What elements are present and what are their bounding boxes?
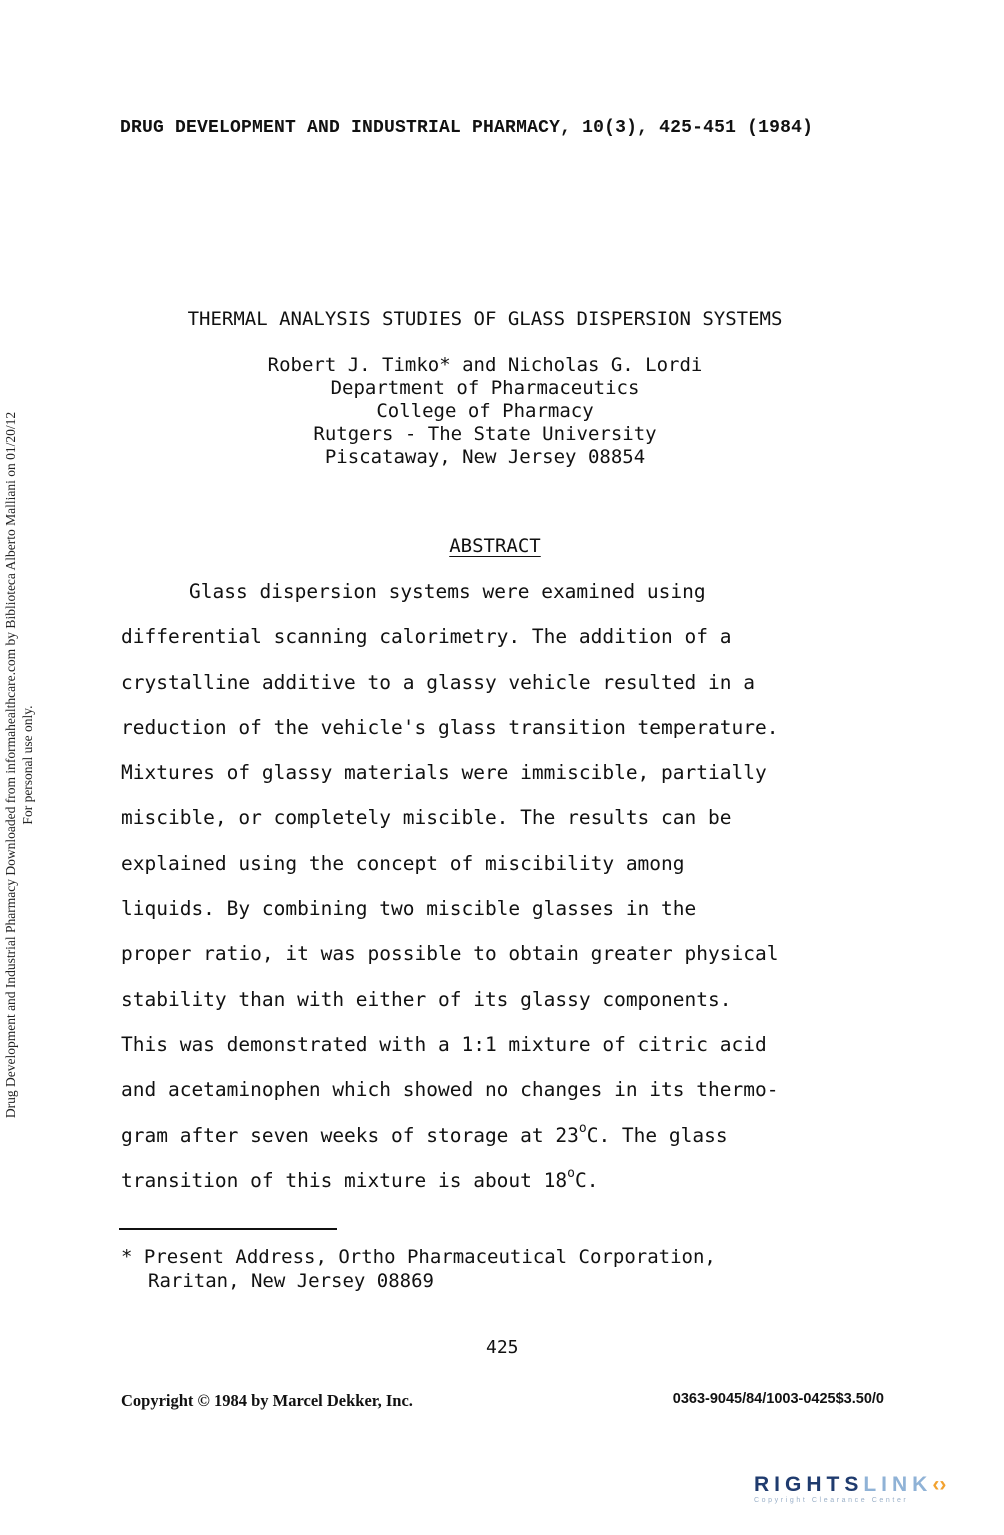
- paper-title: THERMAL ANALYSIS STUDIES OF GLASS DISPERSION SYSTEMS: [187, 308, 783, 330]
- university: Rutgers - The State University: [313, 423, 657, 445]
- rightslink-link: LINK: [863, 1473, 933, 1496]
- arrows-icon: ‹›: [932, 1473, 947, 1496]
- footnote: [121, 1245, 716, 1293]
- download-watermark-line2: For personal use only.: [20, 705, 35, 825]
- rightslink-rights: RIGHTS: [754, 1473, 864, 1496]
- abstract-line: [121, 1120, 901, 1168]
- issn-code: 0363-9045/84/1003-0425$3.50/0: [672, 1391, 884, 1407]
- abstract-line: and acetaminophen which showed no changes in its thermo-: [121, 1078, 779, 1102]
- abstract-line: miscible, or completely miscible. The results can be: [121, 806, 732, 830]
- download-watermark-line1: Drug Development and Industrial Pharmacy Downloaded from informahealthcare.com by Biblioteca Alberto Malliani on 01/20/12: [3, 411, 18, 1119]
- abstract-line: Glass dispersion systems were examined using: [189, 580, 706, 603]
- authors: Robert J. Timko* and Nicholas G. Lordi: [267, 354, 703, 376]
- rightslink-tagline: Copyright Clearance Center: [754, 1497, 909, 1504]
- abstract-line: [121, 1165, 901, 1213]
- abstract-line: liquids. By combining two miscible glasses in the: [121, 897, 697, 921]
- abstract-text: C.: [574, 1168, 599, 1192]
- copyright-notice: Copyright © 1984 by Marcel Dekker, Inc.: [121, 1391, 413, 1410]
- location: Piscataway, New Jersey 08854: [324, 446, 646, 468]
- abstract-text: gram after seven weeks of storage at 23: [121, 1123, 579, 1147]
- abstract-line: crystalline additive to a glassy vehicle resulted in a: [121, 670, 755, 694]
- abstract-line: stability than with either of its glassy components.: [121, 987, 732, 1011]
- abstract-line: differential scanning calorimetry. The addition of a: [121, 625, 732, 649]
- footnote-line2: Raritan, New Jersey 08869: [148, 1270, 434, 1292]
- abstract-heading: ABSTRACT: [449, 535, 541, 557]
- footnote-line1: * Present Address, Ortho Pharmaceutical Corporation,: [121, 1246, 716, 1268]
- abstract-line: This was demonstrated with a 1:1 mixture of citric acid: [121, 1032, 767, 1056]
- department: Department of Pharmaceutics: [330, 377, 640, 399]
- degree-symbol: o: [578, 1120, 587, 1136]
- author-affiliation: [0, 354, 970, 469]
- abstract-line: proper ratio, it was possible to obtain greater physical: [121, 942, 779, 966]
- page-number: 425: [486, 1337, 519, 1358]
- rightslink-logo[interactable]: [754, 1474, 986, 1508]
- abstract-body: [121, 579, 901, 1213]
- abstract-text: transition of this mixture is about 18: [121, 1168, 568, 1192]
- footnote-divider: [119, 1228, 337, 1230]
- college: College of Pharmacy: [376, 400, 594, 422]
- abstract-line: Mixtures of glassy materials were immiscible, partially: [121, 761, 767, 785]
- abstract-text: C. The glass: [586, 1123, 728, 1147]
- abstract-line: explained using the concept of miscibility among: [121, 851, 685, 875]
- rightslink-wordmark: [754, 1474, 986, 1496]
- journal-header: DRUG DEVELOPMENT AND INDUSTRIAL PHARMACY, 10(3), 425-451 (1984): [120, 118, 814, 138]
- abstract-line: reduction of the vehicle's glass transition temperature.: [121, 715, 779, 739]
- degree-symbol: o: [567, 1165, 575, 1181]
